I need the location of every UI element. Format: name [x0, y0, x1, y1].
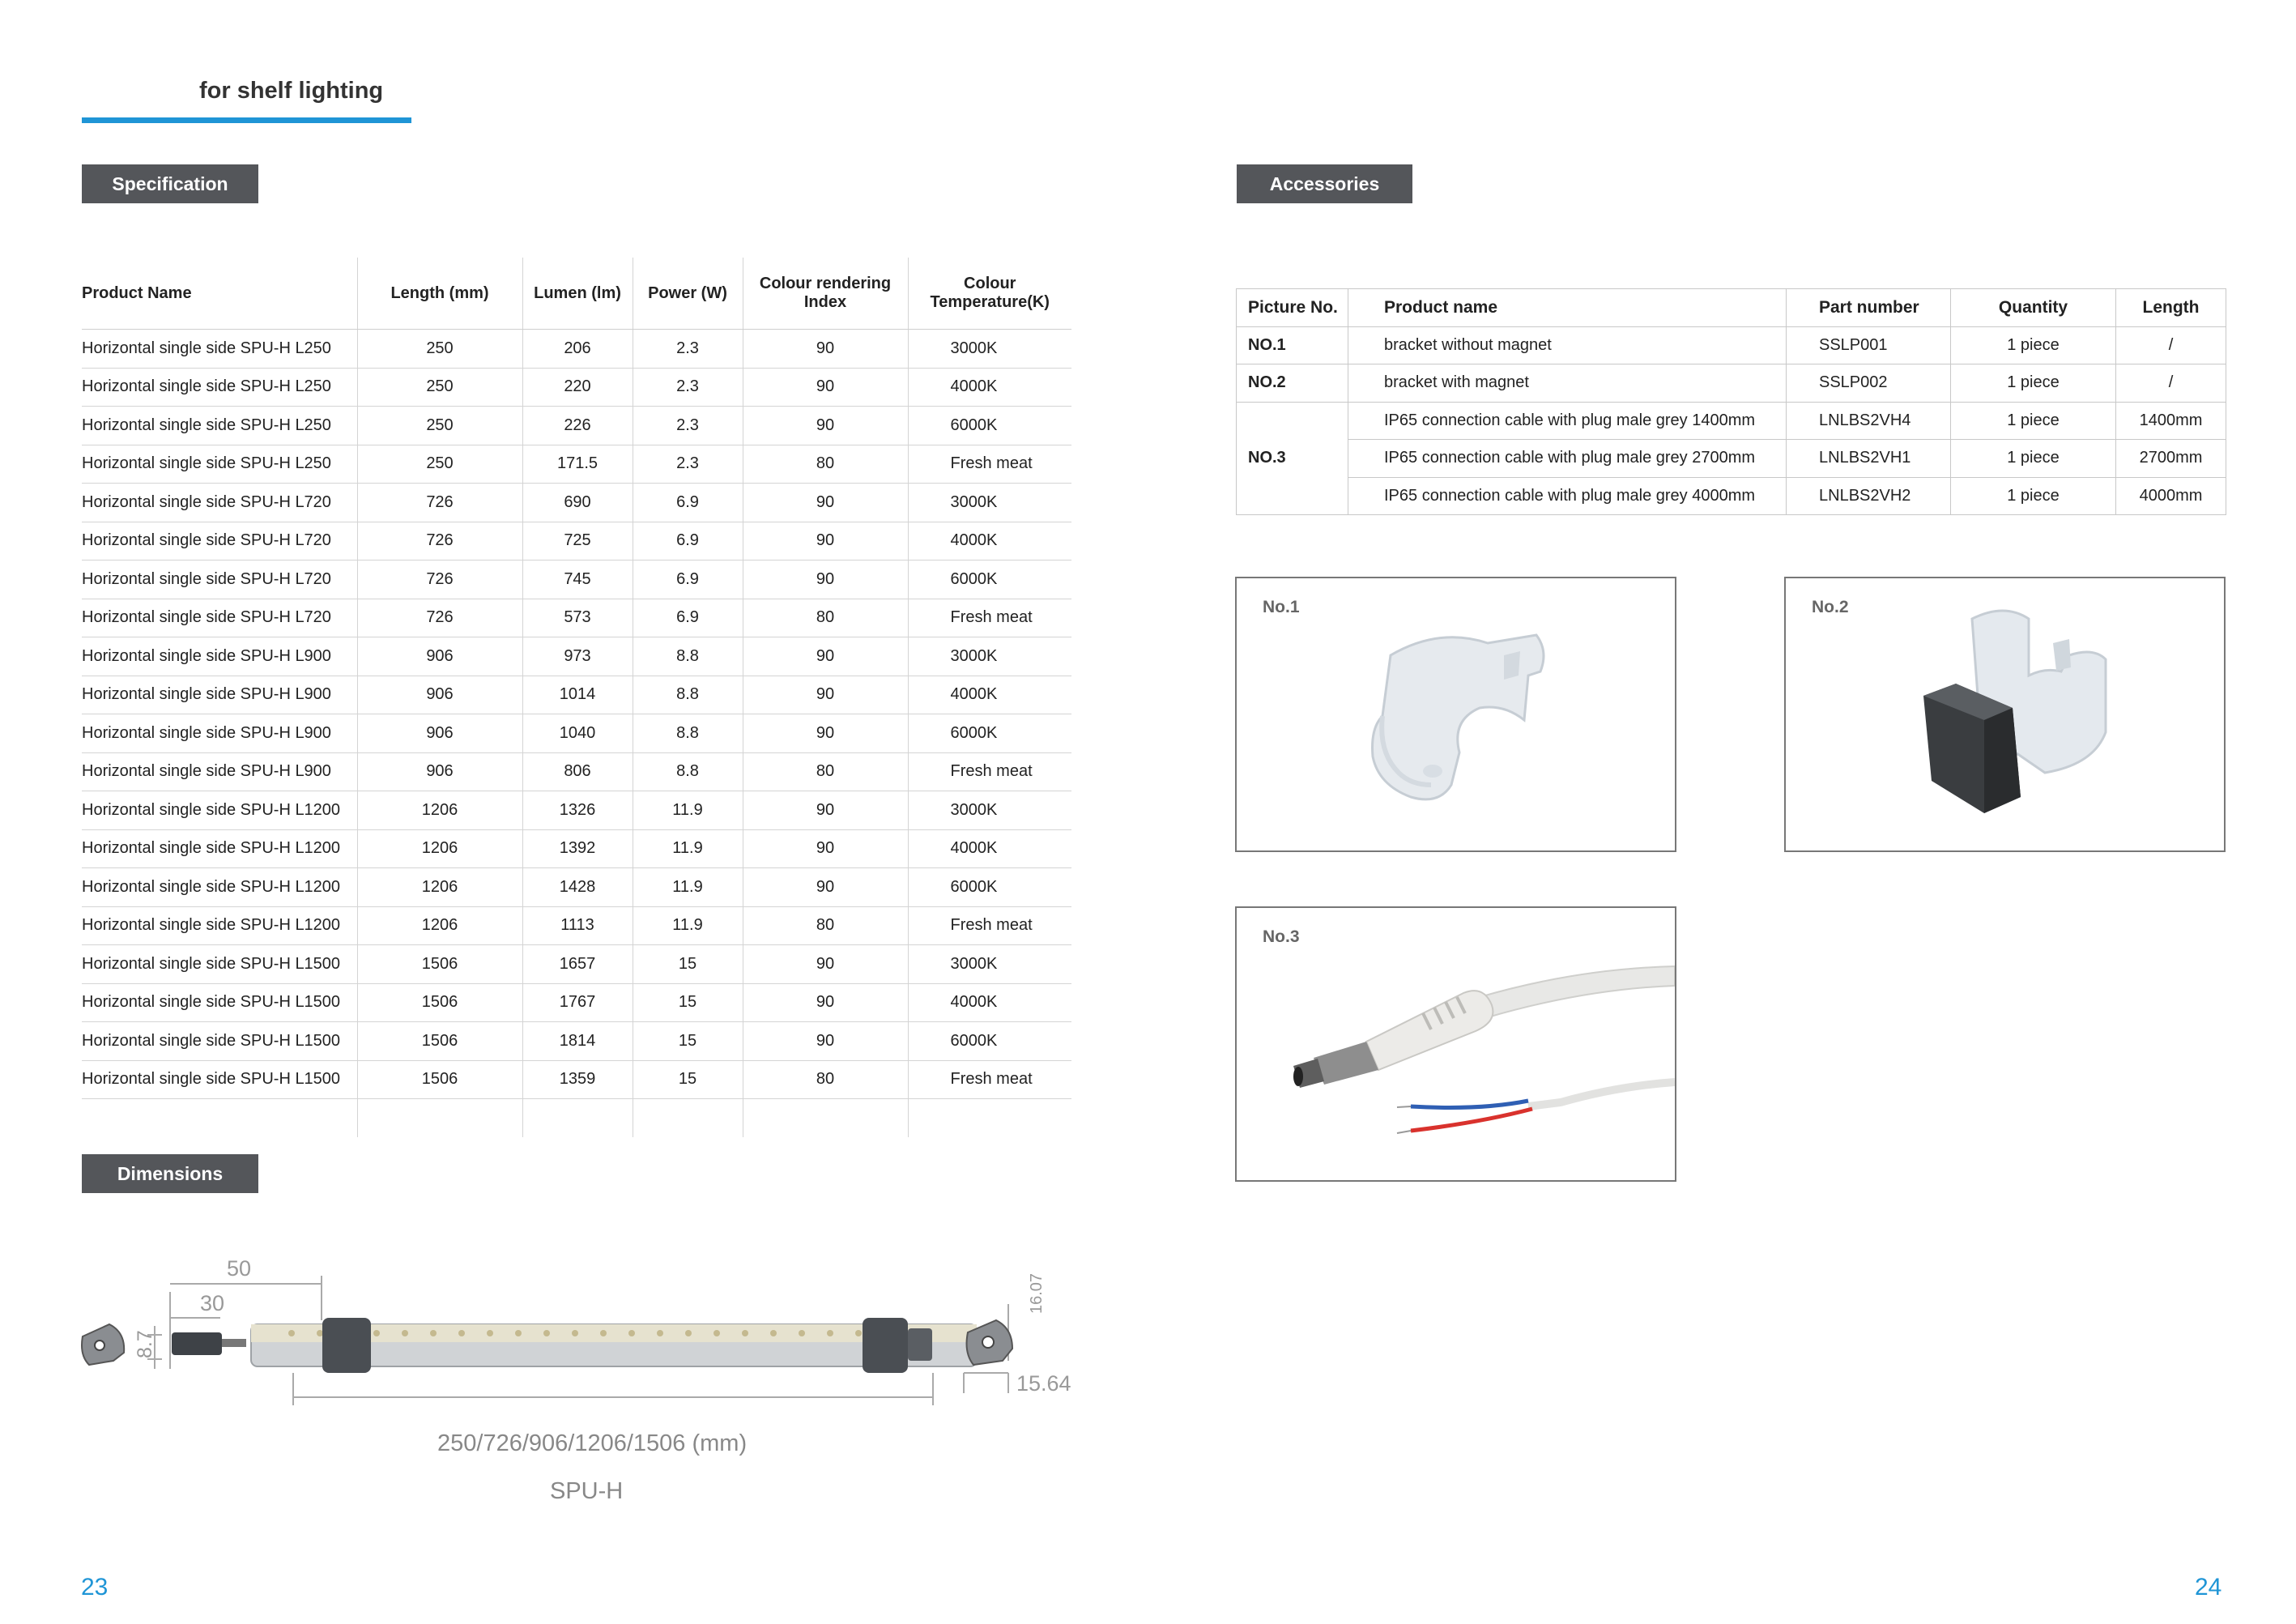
end-cap-left — [322, 1318, 371, 1373]
product-name: Horizontal single side SPU-H L1200 — [82, 868, 357, 907]
part-number: LNLBS2VH2 — [1787, 477, 1951, 515]
product-name: Horizontal single side SPU-H L250 — [82, 407, 357, 445]
picture-box-no2 — [1784, 577, 2226, 852]
length: 1506 — [357, 1022, 522, 1061]
table-row — [82, 829, 1071, 868]
power: 8.8 — [633, 637, 743, 676]
colour-temperature: 4000K — [908, 368, 1071, 407]
accessories-table — [1236, 288, 2226, 515]
colour-temperature: 6000K — [908, 1022, 1071, 1061]
lumen: 973 — [522, 637, 633, 676]
colour-temperature: 3000K — [908, 484, 1071, 522]
lumen: 690 — [522, 484, 633, 522]
accessories-header-row — [1237, 289, 2226, 327]
power: 8.8 — [633, 676, 743, 714]
dim-label-50: 50 — [227, 1256, 252, 1281]
power: 11.9 — [633, 829, 743, 868]
product-name: IP65 connection cable with plug male grey 2700mm — [1348, 440, 1787, 478]
page-title: for shelf lighting — [199, 78, 384, 104]
colour-temperature: 4000K — [908, 676, 1071, 714]
specification-label: Specification — [82, 164, 258, 203]
cri: 90 — [743, 676, 908, 714]
lumen: 1392 — [522, 829, 633, 868]
cri: 80 — [743, 752, 908, 791]
power: 2.3 — [633, 445, 743, 484]
dimensions-label: Dimensions — [82, 1154, 258, 1193]
colour-temperature: 6000K — [908, 407, 1071, 445]
length: 250 — [357, 368, 522, 407]
length: 1206 — [357, 868, 522, 907]
cri: 90 — [743, 637, 908, 676]
page-number-right: 24 — [2195, 1574, 2222, 1601]
lumen: 573 — [522, 599, 633, 637]
colour-temperature: 6000K — [908, 868, 1071, 907]
cri: 80 — [743, 906, 908, 945]
colour-temperature: 4000K — [908, 829, 1071, 868]
product-name: Horizontal single side SPU-H L250 — [82, 330, 357, 369]
power: 8.8 — [633, 714, 743, 753]
length: 726 — [357, 561, 522, 599]
table-row — [1237, 402, 2226, 440]
power: 6.9 — [633, 484, 743, 522]
colour-temperature: Fresh meat — [908, 445, 1071, 484]
power: 2.3 — [633, 330, 743, 369]
product-name: IP65 connection cable with plug male grey 4000mm — [1348, 477, 1787, 515]
header-product-name: Product Name — [82, 258, 357, 330]
table-filler-row — [82, 1099, 1071, 1138]
lumen: 745 — [522, 561, 633, 599]
cri: 90 — [743, 791, 908, 830]
picture-box-no3 — [1235, 906, 1676, 1182]
empty-cell — [633, 1099, 743, 1138]
cri: 80 — [743, 445, 908, 484]
picture-label: No.1 — [1263, 598, 1300, 616]
colour-temperature: 3000K — [908, 330, 1071, 369]
length: 906 — [357, 752, 522, 791]
length: 1206 — [357, 829, 522, 868]
empty-cell — [522, 1099, 633, 1138]
header-product-name: Product name — [1348, 289, 1787, 327]
cri: 90 — [743, 561, 908, 599]
quantity: 1 piece — [1951, 402, 2116, 440]
product-name: Horizontal single side SPU-H L1500 — [82, 1060, 357, 1099]
power: 15 — [633, 945, 743, 984]
page-number-left: 23 — [81, 1574, 109, 1601]
accessories-label: Accessories — [1237, 164, 1412, 203]
table-row — [82, 484, 1071, 522]
product-name: Horizontal single side SPU-H L720 — [82, 484, 357, 522]
colour-temperature: 4000K — [908, 522, 1071, 561]
length: 726 — [357, 599, 522, 637]
power: 11.9 — [633, 906, 743, 945]
product-name: Horizontal single side SPU-H L900 — [82, 714, 357, 753]
colour-temperature: Fresh meat — [908, 752, 1071, 791]
specification-body — [82, 330, 1071, 1138]
bracket-without-magnet-image — [1237, 578, 1675, 850]
table-row — [82, 676, 1071, 714]
dim-label-16-07: 16.07 — [1028, 1272, 1046, 1314]
title-underline — [82, 117, 411, 123]
length: / — [2116, 364, 2226, 403]
table-row — [82, 983, 1071, 1022]
cri: 90 — [743, 829, 908, 868]
lumen: 1326 — [522, 791, 633, 830]
length: 906 — [357, 637, 522, 676]
length: 1206 — [357, 791, 522, 830]
length: 250 — [357, 330, 522, 369]
length: 906 — [357, 676, 522, 714]
product-name: Horizontal single side SPU-H L1500 — [82, 1022, 357, 1061]
product-name: bracket with magnet — [1348, 364, 1787, 403]
power: 6.9 — [633, 561, 743, 599]
table-row — [82, 407, 1071, 445]
colour-temperature: 3000K — [908, 637, 1071, 676]
power: 8.8 — [633, 752, 743, 791]
table-row — [82, 868, 1071, 907]
table-row — [82, 330, 1071, 369]
table-row — [82, 1022, 1071, 1061]
table-row — [82, 906, 1071, 945]
empty-cell — [82, 1099, 357, 1138]
length: 4000mm — [2116, 477, 2226, 515]
dim-label-8-7: 8.7 — [134, 1330, 156, 1358]
dimension-model: SPU-H — [550, 1478, 624, 1504]
cri: 90 — [743, 714, 908, 753]
length: / — [2116, 326, 2226, 364]
product-name: Horizontal single side SPU-H L900 — [82, 637, 357, 676]
product-name: Horizontal single side SPU-H L900 — [82, 676, 357, 714]
dimension-total-length: 250/726/906/1206/1506 (mm) — [437, 1430, 748, 1456]
length: 1400mm — [2116, 402, 2226, 440]
lumen: 806 — [522, 752, 633, 791]
colour-temperature: 3000K — [908, 945, 1071, 984]
dimension-drawing — [73, 1251, 1085, 1426]
length: 250 — [357, 445, 522, 484]
table-row — [82, 945, 1071, 984]
product-name: Horizontal single side SPU-H L250 — [82, 445, 357, 484]
specification-table — [82, 258, 1071, 1137]
lumen: 1428 — [522, 868, 633, 907]
end-cap-right — [863, 1318, 908, 1373]
length: 1506 — [357, 945, 522, 984]
table-row — [82, 368, 1071, 407]
empty-cell — [743, 1099, 908, 1138]
table-row — [82, 561, 1071, 599]
cri: 90 — [743, 983, 908, 1022]
product-name: Horizontal single side SPU-H L720 — [82, 599, 357, 637]
product-name: Horizontal single side SPU-H L1200 — [82, 829, 357, 868]
colour-temperature: Fresh meat — [908, 599, 1071, 637]
part-number: LNLBS2VH1 — [1787, 440, 1951, 478]
power: 2.3 — [633, 368, 743, 407]
product-name: Horizontal single side SPU-H L900 — [82, 752, 357, 791]
header-part-number: Part number — [1787, 289, 1951, 327]
cri: 80 — [743, 1060, 908, 1099]
length: 1506 — [357, 1060, 522, 1099]
lumen: 1014 — [522, 676, 633, 714]
picture-box-no1 — [1235, 577, 1676, 852]
picture-no: NO.2 — [1237, 364, 1348, 403]
part-number: SSLP002 — [1787, 364, 1951, 403]
table-row — [82, 791, 1071, 830]
length: 250 — [357, 407, 522, 445]
product-name: Horizontal single side SPU-H L1500 — [82, 983, 357, 1022]
dim-label-30: 30 — [200, 1291, 225, 1315]
part-number: LNLBS2VH4 — [1787, 402, 1951, 440]
cri: 90 — [743, 407, 908, 445]
colour-temperature: 3000K — [908, 791, 1071, 830]
length: 726 — [357, 484, 522, 522]
empty-cell — [357, 1099, 522, 1138]
lumen: 1657 — [522, 945, 633, 984]
cri: 90 — [743, 368, 908, 407]
power: 15 — [633, 983, 743, 1022]
header-quantity: Quantity — [1951, 289, 2116, 327]
lumen: 1767 — [522, 983, 633, 1022]
table-row — [1237, 477, 2226, 515]
lumen: 1814 — [522, 1022, 633, 1061]
power: 11.9 — [633, 791, 743, 830]
picture-label: No.2 — [1812, 598, 1849, 616]
colour-temperature: 6000K — [908, 561, 1071, 599]
lumen: 1040 — [522, 714, 633, 753]
header-lumen: Lumen (lm) — [522, 258, 633, 330]
cri: 90 — [743, 945, 908, 984]
specification-header-row — [82, 258, 1071, 330]
cri: 90 — [743, 868, 908, 907]
lumen: 171.5 — [522, 445, 633, 484]
colour-temperature: 4000K — [908, 983, 1071, 1022]
connector-plug — [172, 1332, 222, 1355]
power: 15 — [633, 1022, 743, 1061]
product-name: IP65 connection cable with plug male grey 1400mm — [1348, 402, 1787, 440]
table-row — [82, 1060, 1071, 1099]
cri: 90 — [743, 484, 908, 522]
colour-temperature: Fresh meat — [908, 1060, 1071, 1099]
table-row — [82, 445, 1071, 484]
table-row — [1237, 440, 2226, 478]
quantity: 1 piece — [1951, 477, 2116, 515]
product-name: Horizontal single side SPU-H L250 — [82, 368, 357, 407]
cri: 90 — [743, 522, 908, 561]
picture-label: No.3 — [1263, 927, 1300, 946]
table-row — [82, 637, 1071, 676]
length: 906 — [357, 714, 522, 753]
header-colour-temperature: Colour Temperature(K) — [908, 258, 1071, 330]
cri: 80 — [743, 599, 908, 637]
table-row — [82, 752, 1071, 791]
power: 6.9 — [633, 599, 743, 637]
lumen: 1113 — [522, 906, 633, 945]
dim-label-15-64: 15.64 — [1016, 1371, 1071, 1396]
table-row — [82, 522, 1071, 561]
table-row — [82, 714, 1071, 753]
colour-temperature: Fresh meat — [908, 906, 1071, 945]
cri: 90 — [743, 330, 908, 369]
header-length: Length — [2116, 289, 2226, 327]
header-picture-no: Picture No. — [1237, 289, 1348, 327]
colour-temperature: 6000K — [908, 714, 1071, 753]
lumen: 226 — [522, 407, 633, 445]
quantity: 1 piece — [1951, 364, 2116, 403]
table-row — [1237, 364, 2226, 403]
lumen: 725 — [522, 522, 633, 561]
power: 15 — [633, 1060, 743, 1099]
length: 1506 — [357, 983, 522, 1022]
connection-cable-image — [1237, 908, 1675, 1180]
table-row — [1237, 326, 2226, 364]
quantity: 1 piece — [1951, 326, 2116, 364]
product-name: Horizontal single side SPU-H L1200 — [82, 906, 357, 945]
product-name: Horizontal single side SPU-H L720 — [82, 522, 357, 561]
quantity: 1 piece — [1951, 440, 2116, 478]
header-length: Length (mm) — [357, 258, 522, 330]
power: 6.9 — [633, 522, 743, 561]
lumen: 206 — [522, 330, 633, 369]
picture-no: NO.3 — [1237, 402, 1348, 515]
part-number: SSLP001 — [1787, 326, 1951, 364]
header-power: Power (W) — [633, 258, 743, 330]
product-name: Horizontal single side SPU-H L1500 — [82, 945, 357, 984]
lumen: 1359 — [522, 1060, 633, 1099]
length: 2700mm — [2116, 440, 2226, 478]
product-name: Horizontal single side SPU-H L720 — [82, 561, 357, 599]
length: 726 — [357, 522, 522, 561]
power: 2.3 — [633, 407, 743, 445]
cri: 90 — [743, 1022, 908, 1061]
length: 1206 — [357, 906, 522, 945]
product-name: bracket without magnet — [1348, 326, 1787, 364]
product-name: Horizontal single side SPU-H L1200 — [82, 791, 357, 830]
picture-no: NO.1 — [1237, 326, 1348, 364]
lumen: 220 — [522, 368, 633, 407]
bracket-with-magnet-image — [1786, 578, 2224, 850]
header-cri: Colour rendering Index — [743, 258, 908, 330]
empty-cell — [908, 1099, 1071, 1138]
power: 11.9 — [633, 868, 743, 907]
table-row — [82, 599, 1071, 637]
